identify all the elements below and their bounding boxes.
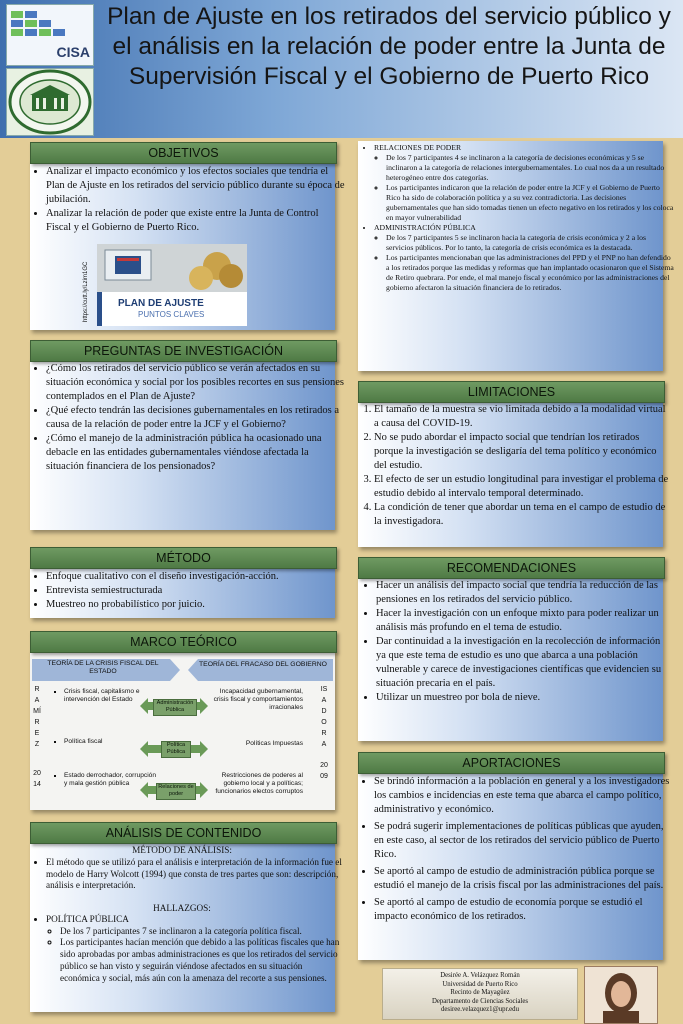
politica-publica-title: POLÍTICA PÚBLICA: [46, 914, 129, 924]
objetivos-list: [32, 165, 346, 235]
list-item: • Hacer un análisis del impacto social que tendría la reducción de las pensiones en los retirados del servicio público.: [376, 579, 672, 607]
list-item: • Hacer la investigación con un enfoque mixto para poder realizar un análisis más profundo en el tema de estudio.: [376, 607, 672, 635]
list-item: ◦ Los participantes hacían mención que debido a las políticas fiscales que han sido aprobadas por ambas administraciones es que los retirados del servicio público se han visto y seguirán viéndose afectados en su situación económica y social, más aún con la amenaza del recorte a sus pensiones.: [60, 937, 344, 984]
author-email: desiree.velazquez1@upr.edu: [441, 1006, 519, 1014]
cisa-logo-text: CISA: [56, 44, 90, 60]
preguntas-heading: PREGUNTAS DE INVESTIGACIÓN: [30, 340, 337, 362]
list-item: • Dar continuidad a la investigación en la recolección de información ya que este tema de estudio es uno que abarca a una población vulnerable y carece de investigaciones científicas que evidencien su situación precaria en el país.: [376, 635, 672, 691]
objetivos-heading: OBJETIVOS: [30, 142, 337, 164]
metodo-analisis-list: [32, 857, 344, 892]
preguntas-list: [32, 362, 346, 474]
limitaciones-list: [362, 403, 670, 529]
right-author: ISADORA: [320, 686, 328, 748]
list-item: • ¿Cómo el manejo de la administración pública ha ocasionado una debacle en las entidades gubernamentales viéndose afectada la situación financiera de los pensionados?: [46, 432, 346, 474]
limitaciones-heading: LIMITACIONES: [358, 381, 665, 403]
right-year: 2009: [320, 762, 328, 780]
list-item: 1. El tamaño de la muestra se vio limitada debido a la modalidad virtual a causa del COVID-19.: [374, 403, 670, 431]
list-item: • Entrevista semiestructurada: [46, 584, 346, 598]
list-item: ◦ Los participantes indicaron que la relación de poder entre la JCF y el Gobierno de Puerto Rico ha sido de colaboración política y a su vez contradictoria. Las decisiones gubernamentales que han sido tomadas tienen un efecto negativo en los retirados y los coloca en mayor vulnerabilidad: [386, 183, 674, 223]
list-item: • Analizar la relación de poder que existe entre la Junta de Control Fiscal y el Gobierno de Puerto Rico.: [46, 207, 346, 235]
list-item: • Se podrá sugerir implementaciones de políticas públicas que ayuden, en este caso, al sector de los retirados del servicio público de Puerto Rico.: [374, 820, 672, 862]
list-item: • Se brindó información a la población en general y a los investigadores los cambios e incidencias en este tema que abarca el campo político, administrativo y económico.: [374, 775, 672, 817]
politica-publica-section: [32, 914, 344, 984]
list-item: 3. El efecto de ser un estudio longitudinal para investigar el problema de estudio debido al intervalo temporal determinado.: [374, 473, 670, 501]
marco-left-row-2: ▪ Política fiscal: [50, 738, 159, 746]
administracion-title: ADMINISTRACIÓN PÚBLICA: [374, 223, 476, 232]
list-item: ◦ Los participantes mencionaban que las administraciones del PPD y el PNP no han defendido a los retirados porque las medidas y reformas que han implantado ocasionaron que el Sistema de Retiro quebrara. Por ende, el mal manejo fiscal y económico por las administraciones del gobierno afectaron la situación financiera de lo retirados.: [386, 253, 674, 293]
image-source-url: https://cutt.ly/Lzim1GC: [83, 261, 89, 322]
author-info-box: [382, 968, 578, 1020]
list-item: ◦ De los 7 participantes 5 se inclinaron hacia la categoría de crisis económica y 2 a los servicios públicos. Por lo tanto, la categoría de crisis económica es la destacada.: [386, 233, 674, 253]
marco-right-row-1: Incapacidad gubernamental, crisis fiscal y comportamientos irracionales: [213, 688, 303, 712]
relaciones-title: RELACIONES DE PODER: [374, 143, 462, 152]
list-item: • Utilizar un muestreo por bola de nieve.: [376, 691, 672, 705]
marco-right-row-2: Políticas Impuestas: [245, 740, 303, 747]
concept-politica-publica: Política Pública: [161, 741, 191, 758]
list-item: • ¿Qué efecto tendrán las decisiones gubernamentales en los retirados a causa de la relación de poder entre la JCF y el Gobierno?: [46, 404, 346, 432]
hallazgos-title: HALLAZGOS:: [153, 903, 211, 913]
list-item: 4. La condición de tener que abordar un tema en el campo de estudio de la investigadora.: [374, 501, 670, 529]
list-item: • Se aportó al campo de estudio de economía porque se estudió el impacto económico de los retirados.: [374, 896, 672, 924]
list-item: • Se aportó al campo de estudio de administración pública porque se estudió el manejo de la crisis fiscal por las administraciones del país.: [374, 865, 672, 893]
left-theory-title: TEORÍA DE LA CRISIS FISCAL DEL ESTADO: [47, 660, 159, 675]
university-seal-logo: [6, 68, 94, 136]
analisis-heading: ANÁLISIS DE CONTENIDO: [30, 822, 337, 844]
list-item: • Enfoque cualitativo con el diseño investigación-acción.: [46, 570, 346, 584]
left-year: 2014: [33, 770, 41, 788]
marco-teorico-heading: MARCO TEÓRICO: [30, 631, 337, 653]
author-university: Universidad de Puerto Rico: [442, 980, 518, 988]
relaciones-section: [360, 143, 674, 293]
right-theory-title: TEORÍA DEL FRACASO DEL GOBIERNO: [199, 661, 327, 668]
poster-title: Plan de Ajuste en los retirados del servicio público y el análisis en la relación de poder entre la Junta de Supervisión Fiscal y el Gobierno de Puerto Rico: [107, 3, 671, 90]
author-name: Desirée A. Velázquez Román: [440, 972, 520, 979]
image-caption-main: PLAN DE AJUSTE: [118, 298, 204, 309]
concept-administracion-publica: Administración Pública: [153, 699, 197, 716]
list-item: • Muestreo no probabilístico por juicio.: [46, 598, 346, 612]
list-item: • Analizar el impacto económico y los efectos sociales que tendría el Plan de Ajuste en los retirados del servicio público durante su época de jubilación.: [46, 165, 346, 207]
left-author: RAMÍREZ: [33, 686, 41, 748]
aportaciones-list: [360, 775, 672, 924]
image-caption-sub: PUNTOS CLAVES: [138, 310, 205, 319]
list-item: • ¿Cómo los retirados del servicio público se verán afectados en su situación económica y social por los posibles recortes en sus pensiones contemplados en el Plan de Ajuste?: [46, 362, 346, 404]
author-photo: [584, 966, 658, 1024]
list-item: 2. No se pudo abordar el impacto social que tendrían los retirados porque la investigación se desligaría del tema político y económico del estudio.: [374, 431, 670, 473]
marco-left-row-3: ▪ Estado derrochador, corrupción y mala gestión pública: [50, 772, 159, 788]
marco-right-row-3: Restricciones de poderes al gobierno local y a políticas; funcionarios electos corruptos: [215, 772, 303, 796]
author-department: Departamento de Ciencias Sociales: [431, 997, 529, 1005]
list-item: • El método que se utilizó para el análisis e interpretación de la información fue el modelo de Harry Wolcott (1994) que consta de tres partes que son: descripción, análisis e interpretación.: [46, 857, 344, 892]
metodo-heading: MÉTODO: [30, 547, 337, 569]
list-item: ◦ De los 7 participantes 4 se inclinaron a la categoría de decisiones económicas y 5 se inclinaron a la categoría de relaciones intergubernamentales. Lo cual nos da a un resultado heterogéneo entre dos categorías.: [386, 153, 674, 183]
concept-relaciones-de-poder: Relaciones de poder: [156, 783, 196, 800]
marco-left-row-1: ▪ Crisis fiscal, capitalismo e intervención del Estado: [50, 688, 159, 704]
metodo-analisis-title: MÉTODO DE ANÁLISIS:: [132, 845, 232, 855]
metodo-list: [32, 570, 346, 612]
author-campus: Recinto de Mayagüez: [450, 989, 510, 997]
aportaciones-heading: APORTACIONES: [358, 752, 665, 774]
recomendaciones-heading: RECOMENDACIONES: [358, 557, 665, 579]
list-item: ◦ De los 7 participantes 7 se inclinaron a la categoría política fiscal.: [60, 926, 344, 938]
recomendaciones-list: [362, 579, 672, 705]
